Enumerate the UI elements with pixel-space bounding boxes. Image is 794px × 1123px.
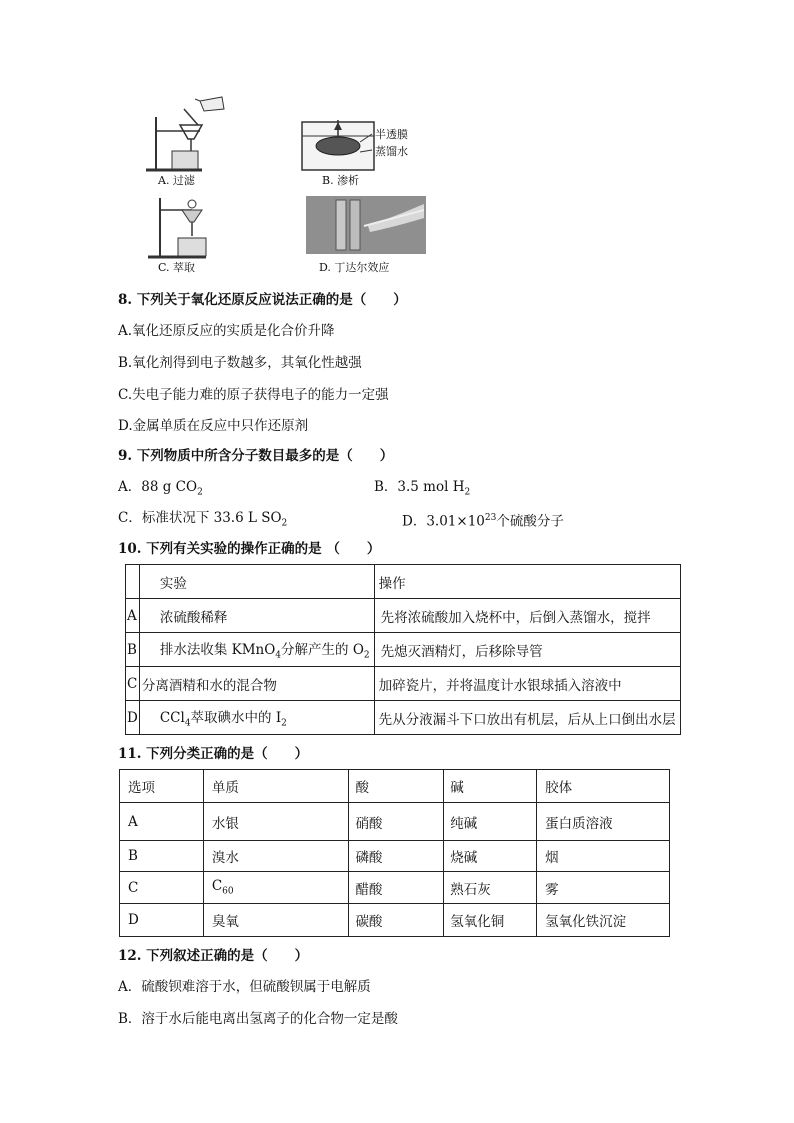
table-row xyxy=(120,872,670,904)
table-header-cell: 碱 xyxy=(444,770,537,803)
q8-stem: 8. 下列关于氧化还原反应说法正确的是（ ） xyxy=(118,292,407,308)
q10-b-exp-mid: 分解产生的 O xyxy=(281,642,364,659)
table-row xyxy=(120,904,670,937)
table-cell: 熟石灰 xyxy=(444,872,537,904)
q9-option-d-post: 个硫酸分子 xyxy=(496,513,564,530)
q10-d-exp-mid: 萃取碘水中的 I xyxy=(190,710,282,727)
q9-option-c-text: C．标准状况下 33.6 L SO xyxy=(118,510,282,526)
q9-option-c xyxy=(118,508,287,534)
table-cell: D xyxy=(120,904,204,937)
figure-d-caption: D. 丁达尔效应 xyxy=(319,261,390,274)
q9-option-a-text: A．88 g CO xyxy=(118,479,198,495)
table-cell: A xyxy=(120,803,204,841)
table-cell: 浓硫酸稀释 xyxy=(139,599,374,633)
table-cell: 氢氧化铜 xyxy=(444,904,537,937)
q8-option-c: C.失电子能力难的原子获得电子的能力一定强 xyxy=(118,387,389,403)
q10-d-exp-pre: CCl xyxy=(159,710,185,727)
table-cell: 先从分液漏斗下口放出有机层，后从上口倒出水层 xyxy=(374,701,680,735)
table-cell: B xyxy=(126,633,140,667)
table-row xyxy=(126,701,681,735)
table-cell: 碳酸 xyxy=(349,904,444,937)
figure-b-note2: 蒸馏水 xyxy=(375,145,408,158)
q8-option-d: D.金属单质在反应中只作还原剂 xyxy=(118,418,309,434)
table-header-cell: 操作 xyxy=(374,565,680,599)
q10-d-exp-sub1: 4 xyxy=(184,718,191,729)
table-cell: 加碎瓷片，并将温度计水银球插入溶液中 xyxy=(374,667,680,701)
table-header-row xyxy=(126,565,681,599)
table-row xyxy=(120,841,670,872)
table-cell: 先将浓硫酸加入烧杯中，后倒入蒸馏水，搅拌 xyxy=(374,599,680,633)
figure-a-caption: A. 过滤 xyxy=(158,174,195,187)
table-cell: 硝酸 xyxy=(349,803,444,841)
table-header-cell: 实验 xyxy=(139,565,374,599)
q9-option-c-sub: 2 xyxy=(281,518,288,529)
q8-option-b: B.氧化剂得到电子数越多，其氧化性越强 xyxy=(118,355,362,371)
figure-tyndall-photo xyxy=(306,196,426,254)
q11-stem: 11. 下列分类正确的是（ ） xyxy=(118,746,309,762)
q8-option-a: A.氧化还原反应的实质是化合价升降 xyxy=(118,323,335,339)
table-cell xyxy=(139,633,374,667)
table-cell: 分离酒精和水的混合物 xyxy=(139,667,374,701)
q9-option-d xyxy=(402,508,564,532)
table-header-cell: 选项 xyxy=(120,770,204,803)
table-row xyxy=(120,803,670,841)
q9-option-a-sub: 2 xyxy=(197,487,203,498)
table-cell: 纯碱 xyxy=(444,803,537,841)
q9-option-d-sup: 23 xyxy=(484,513,497,523)
table-cell: 烟 xyxy=(537,841,670,872)
table-header-row xyxy=(120,770,670,803)
table-row xyxy=(126,667,681,701)
table-header-cell: 酸 xyxy=(349,770,444,803)
table-row xyxy=(126,633,681,667)
table-cell: 蛋白质溶液 xyxy=(537,803,670,841)
table-header-cell: 胶体 xyxy=(537,770,670,803)
q10-d-exp-sub2: 2 xyxy=(281,718,287,729)
table-cell: 醋酸 xyxy=(349,872,444,904)
table-cell: 水银 xyxy=(203,803,349,841)
table-cell: A xyxy=(126,599,140,633)
q10-b-exp-pre: 排水法收集 KMnO xyxy=(159,642,276,659)
table-cell: 先熄灭酒精灯，后移除导管 xyxy=(374,633,680,667)
table-cell: C xyxy=(126,667,140,701)
q11-table xyxy=(119,769,670,937)
table-cell: 氢氧化铁沉淀 xyxy=(537,904,670,937)
table-header-cell: 单质 xyxy=(203,770,349,803)
q9-stem: 9. 下列物质中所含分子数目最多的是（ ） xyxy=(118,448,394,464)
table-cell xyxy=(126,565,140,599)
table-cell xyxy=(203,872,349,904)
figure-extraction xyxy=(140,192,230,262)
figure-dialysis xyxy=(300,116,430,172)
q12-option-a: A．硫酸钡难溶于水，但硫酸钡属于电解质 xyxy=(118,979,371,995)
q11-c-element: C xyxy=(211,878,223,895)
q9-option-d-pre: D．3.01×10 xyxy=(402,513,485,530)
q10-b-exp-sub1: 4 xyxy=(275,650,282,661)
q10-stem: 10. 下列有关实验的操作正确的是 （ ） xyxy=(118,541,381,557)
table-cell xyxy=(139,701,374,735)
q9-option-a xyxy=(118,477,203,503)
table-row xyxy=(126,599,681,633)
q12-stem: 12. 下列叙述正确的是（ ） xyxy=(118,948,309,964)
table-cell: B xyxy=(120,841,204,872)
q9-option-b xyxy=(374,477,470,503)
q10-table xyxy=(125,564,681,735)
table-cell: 烧碱 xyxy=(444,841,537,872)
table-cell: D xyxy=(126,701,140,735)
q9-option-b-sub: 2 xyxy=(464,487,471,498)
figure-c-caption: C. 萃取 xyxy=(158,261,196,274)
q11-c-element-sub: 60 xyxy=(222,886,234,897)
table-cell: 磷酸 xyxy=(349,841,444,872)
q12-option-b: B．溶于水后能电离出氢离子的化合物一定是酸 xyxy=(118,1011,398,1027)
figure-b-note1: 半透膜 xyxy=(375,128,408,141)
table-cell: 溴水 xyxy=(203,841,349,872)
table-cell: 雾 xyxy=(537,872,670,904)
figure-b-caption: B. 渗析 xyxy=(322,174,360,187)
q9-option-b-text: B．3.5 mol H xyxy=(374,479,465,495)
table-cell: 臭氧 xyxy=(203,904,349,937)
figure-filtration xyxy=(140,95,230,175)
table-cell: C xyxy=(120,872,204,904)
q10-b-exp-sub2: 2 xyxy=(363,650,370,661)
